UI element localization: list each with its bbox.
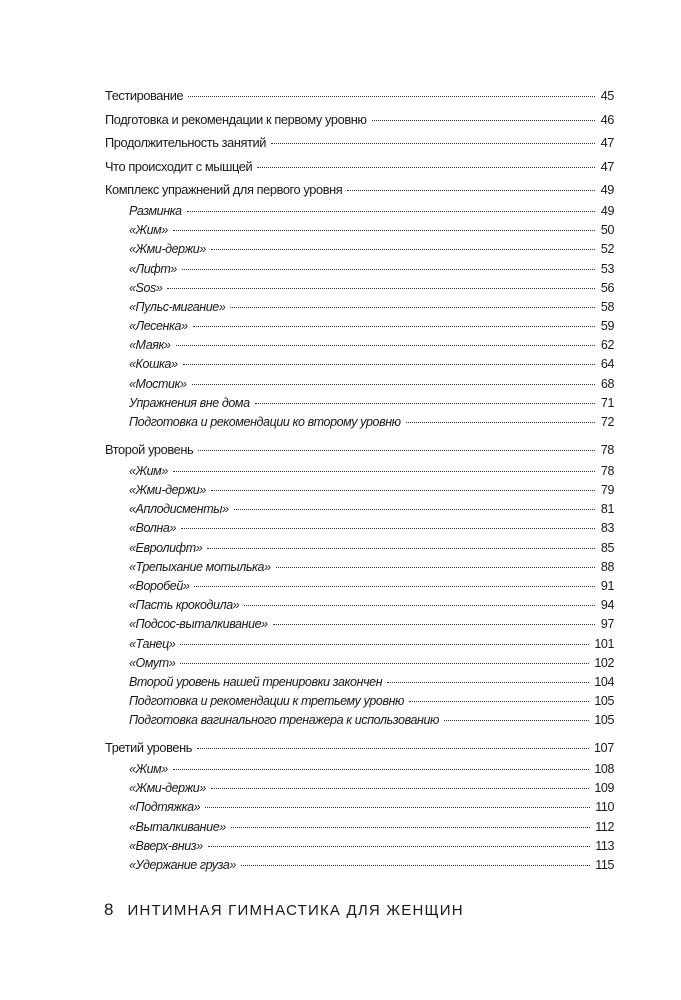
toc-entry-title: «Кошка» xyxy=(129,357,178,372)
toc-entry-page: 88 xyxy=(600,559,614,574)
toc-section-entry xyxy=(105,779,614,798)
dot-leader xyxy=(173,769,589,770)
dot-leader xyxy=(181,528,595,529)
toc-section-entry xyxy=(105,654,614,673)
toc-entry-title: «Вверх-вниз» xyxy=(129,838,203,853)
toc-entry-title: «Омут» xyxy=(129,655,176,670)
toc-entry-title: «Трепыхание мотылька» xyxy=(129,559,271,574)
dot-leader xyxy=(387,682,589,683)
toc-entry-title: «Пасть крокодила» xyxy=(129,598,240,613)
dot-leader xyxy=(231,827,590,828)
toc-entry-page: 78 xyxy=(600,442,614,458)
toc-entry-page: 109 xyxy=(594,781,614,796)
dot-leader xyxy=(176,345,595,346)
toc-chapter-entry xyxy=(105,438,614,462)
toc-entry-page: 71 xyxy=(600,395,614,410)
toc-section-entry xyxy=(105,336,614,355)
toc-chapter-entry xyxy=(105,178,614,202)
toc-section-entry xyxy=(105,711,614,730)
toc-entry-title: «Подтяжка» xyxy=(129,800,201,815)
toc-entry-title: «Танец» xyxy=(129,636,176,651)
toc-entry-title: «Лифт» xyxy=(129,261,177,276)
toc-entry-page: 81 xyxy=(600,502,614,517)
dot-leader xyxy=(180,663,589,664)
toc-entry-page: 108 xyxy=(594,762,614,777)
toc-section-entry xyxy=(105,577,614,596)
toc-section-entry xyxy=(105,221,614,240)
toc-entry-title: «Мостик» xyxy=(129,376,187,391)
toc-entry-page: 47 xyxy=(600,135,614,151)
dot-leader xyxy=(234,509,595,510)
toc-entry-page: 83 xyxy=(600,521,614,536)
dot-leader xyxy=(372,120,595,121)
dot-leader xyxy=(244,605,595,606)
dot-leader xyxy=(197,748,589,749)
table-of-contents xyxy=(105,84,614,875)
toc-entry-page: 49 xyxy=(600,203,614,218)
toc-entry-title: «Пульс-мигание» xyxy=(129,299,226,314)
dot-leader xyxy=(211,788,589,789)
toc-section-entry xyxy=(105,798,614,817)
toc-section-entry xyxy=(105,635,614,654)
toc-entry-title: Комплекс упражнений для первого уровня xyxy=(105,182,343,198)
toc-entry-page: 112 xyxy=(595,819,614,834)
toc-section-entry xyxy=(105,596,614,615)
toc-section-entry xyxy=(105,240,614,259)
toc-entry-page: 110 xyxy=(595,800,614,815)
dot-leader xyxy=(255,403,595,404)
toc-entry-title: «Жим» xyxy=(129,223,168,238)
toc-entry-page: 79 xyxy=(600,483,614,497)
toc-section-entry xyxy=(105,375,614,394)
toc-section-entry xyxy=(105,760,614,779)
dot-leader xyxy=(183,364,595,365)
toc-section-entry xyxy=(105,500,614,519)
toc-entry-title: «Евролифт» xyxy=(129,540,203,555)
toc-entry-title: «Подсос-выталкивание» xyxy=(129,617,268,632)
toc-chapter-entry xyxy=(105,108,614,132)
dot-leader xyxy=(192,384,595,385)
dot-leader xyxy=(180,644,589,645)
toc-entry-page: 115 xyxy=(595,857,614,872)
toc-entry-page: 102 xyxy=(594,655,614,670)
toc-entry-page: 47 xyxy=(600,158,614,174)
dot-leader xyxy=(182,269,595,270)
toc-chapter-entry xyxy=(105,131,614,155)
toc-section-entry xyxy=(105,673,614,692)
toc-section-entry xyxy=(105,558,614,577)
toc-entry-page: 52 xyxy=(600,242,614,257)
dot-leader xyxy=(193,326,595,327)
toc-section-entry xyxy=(105,856,614,875)
toc-section-entry xyxy=(105,317,614,336)
dot-leader xyxy=(406,422,595,423)
toc-entry-page: 50 xyxy=(600,223,614,238)
toc-section-entry xyxy=(105,837,614,856)
toc-section-entry xyxy=(105,462,614,481)
dot-leader xyxy=(188,96,595,97)
toc-entry-title: Подготовка и рекомендации к третьему уровню xyxy=(129,694,405,709)
toc-section-entry xyxy=(105,394,614,413)
toc-entry-title: Тестирование xyxy=(105,88,184,103)
toc-entry-page: 105 xyxy=(594,713,614,728)
dot-leader xyxy=(211,490,595,491)
dot-leader xyxy=(194,586,595,587)
toc-entry-title: Подготовка и рекомендации к первому уровню xyxy=(105,111,367,127)
toc-section-entry xyxy=(105,298,614,317)
toc-entry-title: Второй уровень нашей тренировки закончен xyxy=(129,674,383,689)
toc-entry-title: «Sos» xyxy=(129,280,163,295)
toc-entry-title: Подготовка вагинального тренажера к использованию xyxy=(129,713,440,728)
dot-leader xyxy=(257,167,595,168)
toc-entry-page: 91 xyxy=(600,578,614,593)
dot-leader xyxy=(444,720,589,721)
toc-entry-title: «Удержание груза» xyxy=(129,857,237,872)
toc-entry-page: 49 xyxy=(600,182,614,198)
toc-entry-title: «Лесенка» xyxy=(129,319,188,334)
toc-entry-title: «Жим» xyxy=(129,762,168,777)
dot-leader xyxy=(347,190,595,191)
toc-chapter-entry xyxy=(105,84,614,108)
toc-entry-page: 53 xyxy=(600,261,614,276)
toc-entry-page: 45 xyxy=(600,88,614,103)
toc-entry-page: 56 xyxy=(600,280,614,295)
toc-section-entry xyxy=(105,260,614,279)
page-footer xyxy=(104,900,464,920)
toc-entry-page: 94 xyxy=(600,598,614,613)
dot-leader xyxy=(276,567,595,568)
toc-entry-page: 105 xyxy=(594,694,614,709)
toc-entry-title: Подготовка и рекомендации ко второму уровню xyxy=(129,415,401,430)
toc-entry-page: 68 xyxy=(600,376,614,391)
toc-entry-title: «Выталкивание» xyxy=(129,819,226,834)
toc-chapter-entry xyxy=(105,736,614,760)
toc-entry-title: «Воробей» xyxy=(129,578,190,593)
toc-entry-page: 101 xyxy=(594,636,614,651)
dot-leader xyxy=(271,143,595,144)
toc-entry-title: «Аплодисменты» xyxy=(129,502,229,517)
dot-leader xyxy=(207,548,595,549)
toc-entry-title: «Волна» xyxy=(129,521,176,536)
toc-entry-page: 46 xyxy=(600,111,614,127)
toc-section-entry xyxy=(105,615,614,634)
dot-leader xyxy=(208,846,591,847)
toc-entry-page: 113 xyxy=(595,838,614,853)
toc-entry-page: 64 xyxy=(600,357,614,372)
toc-entry-title: «Жми-держи» xyxy=(129,781,206,796)
dot-leader xyxy=(211,249,595,250)
toc-entry-page: 97 xyxy=(600,617,614,632)
dot-leader xyxy=(198,450,595,451)
toc-chapter-entry xyxy=(105,155,614,179)
toc-entry-title: Продолжительность занятий xyxy=(105,135,266,151)
toc-entry-title: Упражнения вне дома xyxy=(129,395,250,410)
toc-entry-page: 72 xyxy=(600,415,614,430)
toc-section-entry xyxy=(105,355,614,374)
dot-leader xyxy=(173,230,595,231)
toc-entry-title: Разминка xyxy=(129,203,182,218)
toc-entry-title: «Жми-держи» xyxy=(129,242,206,257)
page-number: 8 xyxy=(104,900,114,919)
toc-section-entry xyxy=(105,279,614,298)
toc-section-entry xyxy=(105,202,614,221)
dot-leader xyxy=(205,807,590,808)
toc-entry-title: Что происходит с мышцей xyxy=(105,158,253,174)
toc-section-entry xyxy=(105,692,614,711)
dot-leader xyxy=(409,701,589,702)
toc-entry-page: 62 xyxy=(600,338,614,353)
toc-entry-title: «Жим» xyxy=(129,463,168,478)
dot-leader xyxy=(230,307,595,308)
dot-leader xyxy=(241,865,590,866)
toc-entry-title: Третий уровень xyxy=(105,740,193,756)
dot-leader xyxy=(273,624,595,625)
toc-entry-page: 85 xyxy=(600,540,614,555)
toc-entry-page: 78 xyxy=(600,463,614,478)
toc-section-entry xyxy=(105,481,614,500)
toc-section-entry xyxy=(105,818,614,837)
toc-entry-page: 58 xyxy=(600,299,614,314)
toc-section-entry xyxy=(105,413,614,432)
toc-entry-page: 107 xyxy=(593,740,614,756)
running-title: ИНТИМНАЯ ГИМНАСТИКА ДЛЯ ЖЕНЩИН xyxy=(127,902,464,919)
dot-leader xyxy=(173,471,595,472)
dot-leader xyxy=(167,288,595,289)
toc-entry-page: 59 xyxy=(600,319,614,334)
toc-section-entry xyxy=(105,519,614,538)
dot-leader xyxy=(187,211,595,212)
toc-entry-title: Второй уровень xyxy=(105,442,194,458)
toc-section-entry xyxy=(105,539,614,558)
toc-entry-title: «Маяк» xyxy=(129,338,171,353)
toc-entry-title: «Жми-держи» xyxy=(129,483,206,497)
toc-entry-page: 104 xyxy=(594,674,614,689)
